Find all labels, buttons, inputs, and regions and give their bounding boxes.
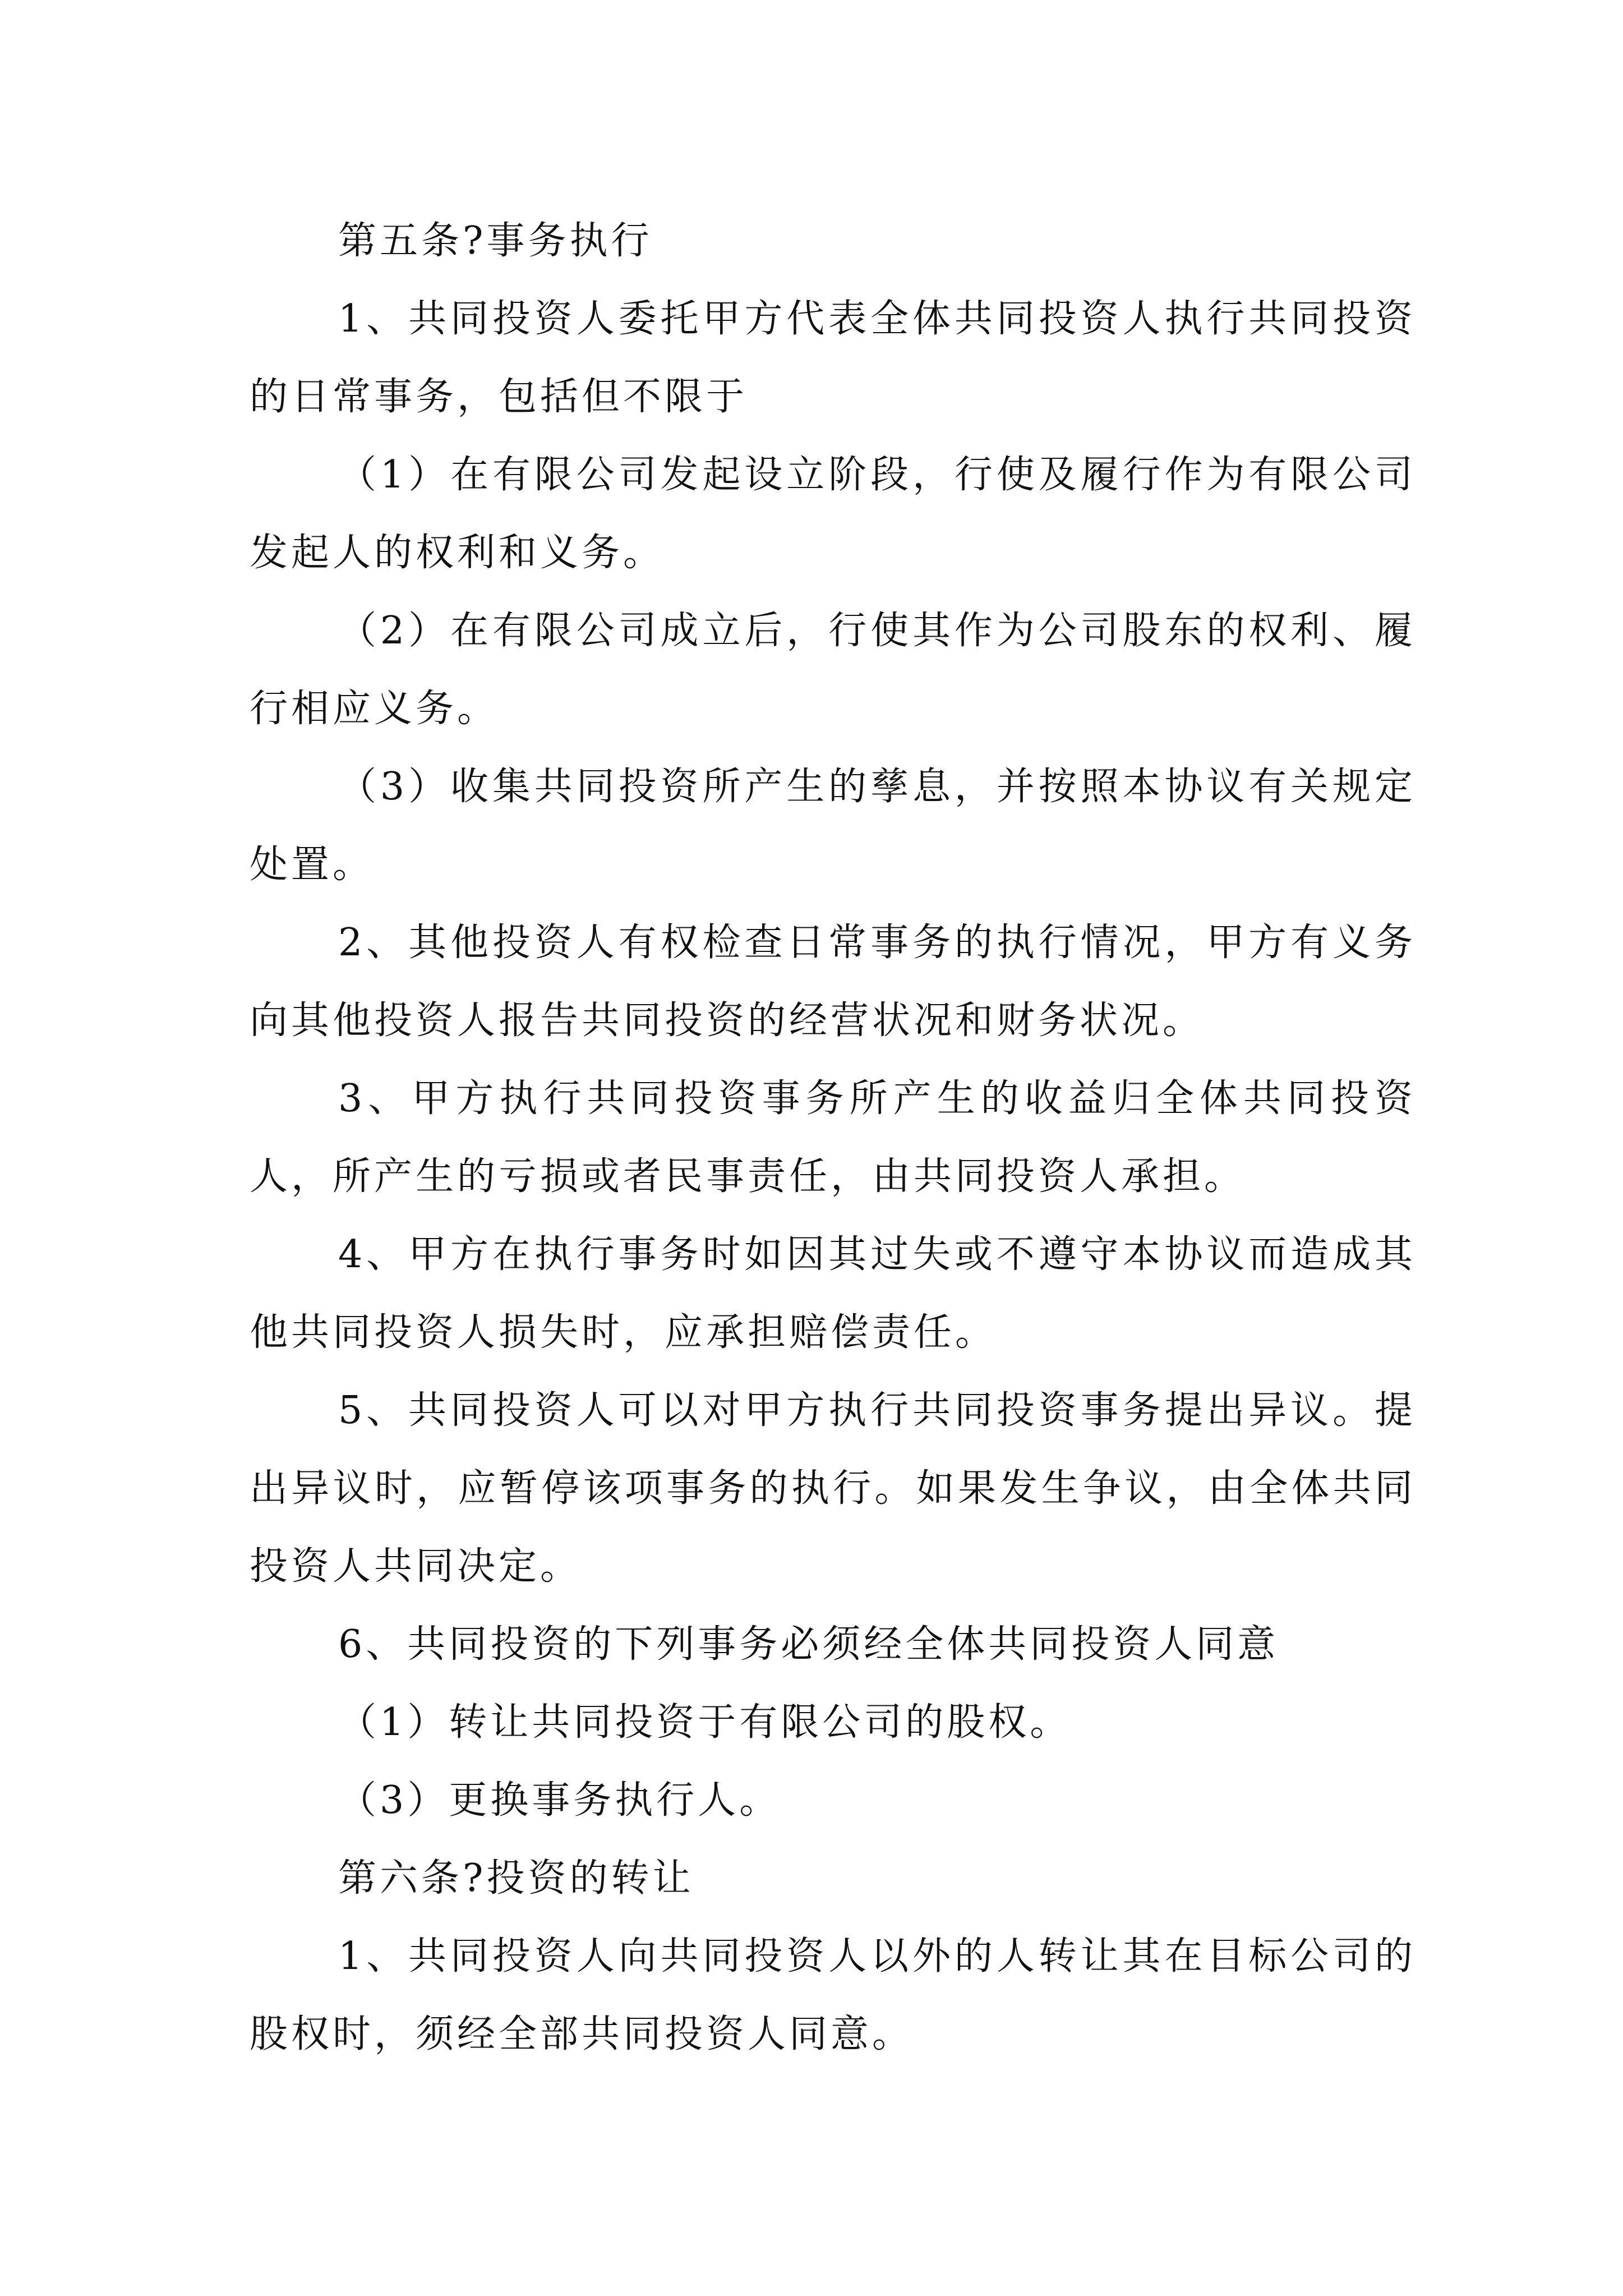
document-body [250,202,1416,2073]
paragraph: 4、甲方在执行事务时如因其过失或不遵守本协议而造成其他共同投资人损失时，应承担赔偿责任。 [250,1232,1416,1355]
paragraph: （1）转让共同投资于有限公司的股权。 [338,1700,1072,1745]
paragraph: （3）收集共同投资所产生的孳息，并按照本协议有关规定处置。 [250,765,1416,887]
paragraph: 1、共同投资人向共同投资人以外的人转让其在目标公司的股权时，须经全部共同投资人同意。 [250,1934,1416,2056]
paragraph: 2、其他投资人有权检查日常事务的执行情况，甲方有义务向其他投资人报告共同投资的经营状况和财务状况。 [250,921,1416,1043]
section-heading-article-5: 第五条?事务执行 [338,219,653,263]
section-heading-article-6: 第六条?投资的转让 [338,1856,694,1901]
paragraph: 3、甲方执行共同投资事务所产生的收益归全体共同投资人，所产生的亏损或者民事责任，由共同投资人承担。 [250,1076,1416,1199]
paragraph: 5、共同投资人可以对甲方执行共同投资事务提出异议。提出异议时，应暂停该项事务的执行。如果发生争议，由全体共同投资人共同决定。 [250,1388,1416,1589]
paragraph: （2）在有限公司成立后，行使其作为公司股东的权利、履行相应义务。 [250,609,1416,731]
paragraph: 1、共同投资人委托甲方代表全体共同投资人执行共同投资的日常事务，包括但不限于 [250,297,1416,419]
paragraph: 6、共同投资的下列事务必须经全体共同投资人同意 [338,1622,1279,1667]
paragraph: （3）更换事务执行人。 [338,1778,781,1823]
paragraph: （1）在有限公司发起设立阶段，行使及履行作为有限公司发起人的权利和义务。 [250,453,1416,575]
